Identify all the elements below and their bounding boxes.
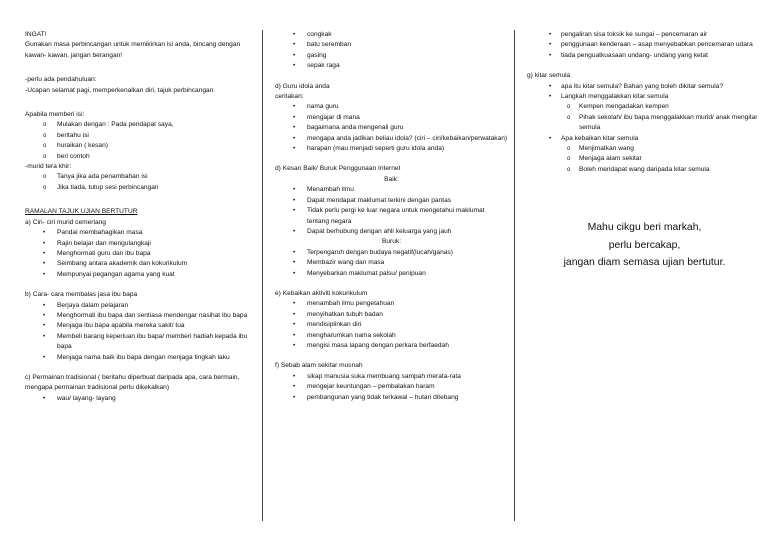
section-e-list (275, 299, 508, 351)
list-item: • mengapa anda jadikan beliau idola? (ciri – ciri/kebaikan/perwatakan) (275, 134, 508, 144)
murid-list (25, 172, 256, 193)
list-item: • mengejar keuntungan – pembalakan haram (275, 382, 508, 392)
pendahuluan-title: -perlu ada pendahuluan: (25, 76, 97, 84)
column-3 (515, 0, 768, 543)
list-item: • menambah ilmu pengetahuan (275, 299, 508, 309)
sub-list-item: o Menjimatkan wang (527, 144, 762, 154)
section-d-title: d) Guru idola anda (275, 82, 330, 90)
buruk-list (275, 248, 508, 279)
list-item: • Membazir wang dan masa (275, 258, 508, 268)
section-d2-title: d) Kesan Baik/ Buruk Penggunaan Internet (275, 165, 401, 173)
section-c-title: c) Permainan tradisional ( beritahu diperbuat daripada apa, cara bermain, mengapa permainan tradisional perlu dikekalkan) (25, 373, 240, 392)
list-item: • Menambah ilmu (275, 185, 508, 195)
list-item: • Terpengaruh dengan budaya negatif(lucah/ganas) (275, 248, 508, 258)
section-a-title: a) Ciri- ciri murid cemerlang (25, 218, 106, 226)
list-item: • Rajin belajar dan mengulangkaji (25, 239, 256, 249)
section-a-list (25, 228, 256, 280)
ingat-heading: INGAT! (25, 31, 47, 38)
section-f-list-continued (527, 30, 762, 61)
ramalan-title: RAMALAN TAJUK UJIAN BERTUTUR (25, 208, 138, 216)
murid-title: -murid tera khir: (25, 163, 72, 171)
list-item: • Tidak perlu pergi ke luar negara untuk mengetahui maklumat tentang negara (275, 206, 508, 227)
list-item: • mengharumkan nama sekolah (275, 331, 508, 341)
list-item: • gasing (275, 51, 508, 61)
list-item: • mengisi masa lapang dengan perkara berfaedah (275, 341, 508, 351)
baik-list (275, 185, 508, 237)
section-e-title: e) Kebaikan aktiviti kokurikulum (275, 289, 368, 297)
buruk-label: Buruk: (381, 238, 402, 246)
message-line: Mahu cikgu beri markah, (587, 222, 702, 234)
list-item: • pengaliran sisa toksik ke sungai – pencemaran air (527, 30, 762, 40)
list-item: • mengajar di mana (275, 113, 508, 123)
section-c-list-continued (275, 30, 508, 72)
apabila-list (25, 120, 256, 162)
list-item: • penggunaan kenderaan – asap menyebabkan pencemaran udara (527, 40, 762, 50)
pendahuluan-text: -Ucapan selamat pagi, memperkenalkan diri, tajuk perbincangan (25, 86, 214, 94)
list-item: • wau/ layang- layang (25, 394, 256, 404)
list-item: • Pandai membahagikan masa (25, 228, 256, 238)
list-item: • Menyebarkan maklumat palsu/ penipuan (275, 269, 508, 279)
list-item: • Langkah menggalakkan kitar semula (527, 92, 762, 102)
section-f-title: f) Sebab alam sekitar musnah (275, 362, 363, 370)
encouragement-message (527, 215, 762, 272)
sub-list-item: o Pihak sekolah/ ibu bapa menggalakkan murid/ anak mengitar semula (527, 113, 762, 134)
intro-text: Gunakan masa perbincangan untuk memikirkan isi anda, bincang dengan kawan- kawan, jangan berangan! (25, 41, 241, 59)
message-line: perlu bercakap, (608, 239, 681, 251)
list-item: • Menghormati ibu bapa dan sentiasa mendengar nasihat ibu bapa (25, 311, 256, 321)
list-item: • Apa kebaikan kitar semula (527, 134, 762, 144)
section-d-list (275, 102, 508, 154)
list-item: • congkak (275, 30, 508, 40)
section-b-title: b) Cara- cara membalas jasa ibu bapa (25, 291, 138, 299)
list-item: • Mempunyai pegangan agama yang kuat (25, 270, 256, 280)
list-item: • sepak raga (275, 61, 508, 71)
list-item: o beritahu isi (25, 131, 256, 141)
list-item: o Tanya jika ada penambahan isi (25, 172, 256, 182)
section-c-list (25, 394, 256, 404)
section-f-list (275, 372, 508, 403)
message-line: jangan diam semasa ujian bertutur. (563, 257, 726, 269)
sub-list-item: o Kempen mengadakan kempen (527, 102, 762, 112)
list-item: • harapan (mau menjadi seperti guru idola anda) (275, 144, 508, 154)
list-item: • mendisiplinkan diri (275, 320, 508, 330)
section-d-sub: ceritakan: (275, 93, 304, 101)
list-item: • Membeli barang keperluan ibu bapa/ memberi hadiah kepada ibu bapa (25, 332, 256, 353)
list-item: • pembangunan yang tidak terkawal – hutan ditebang (275, 393, 508, 403)
list-item: • apa itu kitar semula? Bahan yang boleh dikitar semula? (527, 82, 762, 92)
column-1 (0, 0, 262, 543)
list-item: • tiada penguatkuasaan undang- undang yang ketat (527, 51, 762, 61)
sub-list-item: o Menjaga alam sekitar (527, 154, 762, 164)
column-2 (263, 0, 514, 543)
section-b-list (25, 301, 256, 363)
section-g-title: g) kitar semula (527, 72, 571, 80)
section-g-list (527, 82, 762, 176)
list-item: • batu seremban (275, 40, 508, 50)
list-item: • nama guru (275, 102, 508, 112)
baik-label: Baik: (384, 175, 399, 183)
list-item: • sikap manusia suka membuang sampah merata-rata (275, 372, 508, 382)
list-item: o Jika tiada, tutup sesi perbincangan (25, 183, 256, 193)
list-item: • Seimbang antara akademik dan kokurikulum (25, 259, 256, 269)
list-item: o huraikan ( kesan) (25, 141, 256, 151)
list-item: o beri contoh (25, 152, 256, 162)
apabila-title: Apabila memberi isi: (25, 111, 85, 119)
list-item: • Menjaga nama baik ibu bapa dengan menjaga tingkah laku (25, 353, 256, 363)
list-item: • menyihatkan tubuh badan (275, 310, 508, 320)
list-item: • Menjaga ibu bapa apabila mereka sakit/ tua (25, 321, 256, 331)
list-item: • Menghormati guru dan ibu bapa (25, 249, 256, 259)
list-item: • bagaimana anda mengenali guru (275, 123, 508, 133)
list-item: o Mulakan dengan : Pada pendapat saya, (25, 120, 256, 130)
sub-list-item: o Boleh mendapat wang daripada kitar semula (527, 165, 762, 175)
list-item: • Berjaya dalam pelajaran (25, 301, 256, 311)
list-item: • Dapat mendapat maklumat terkini dengan pantas (275, 196, 508, 206)
list-item: • Dapat berhubung dengan ahli keluarga yang jauh (275, 227, 508, 237)
